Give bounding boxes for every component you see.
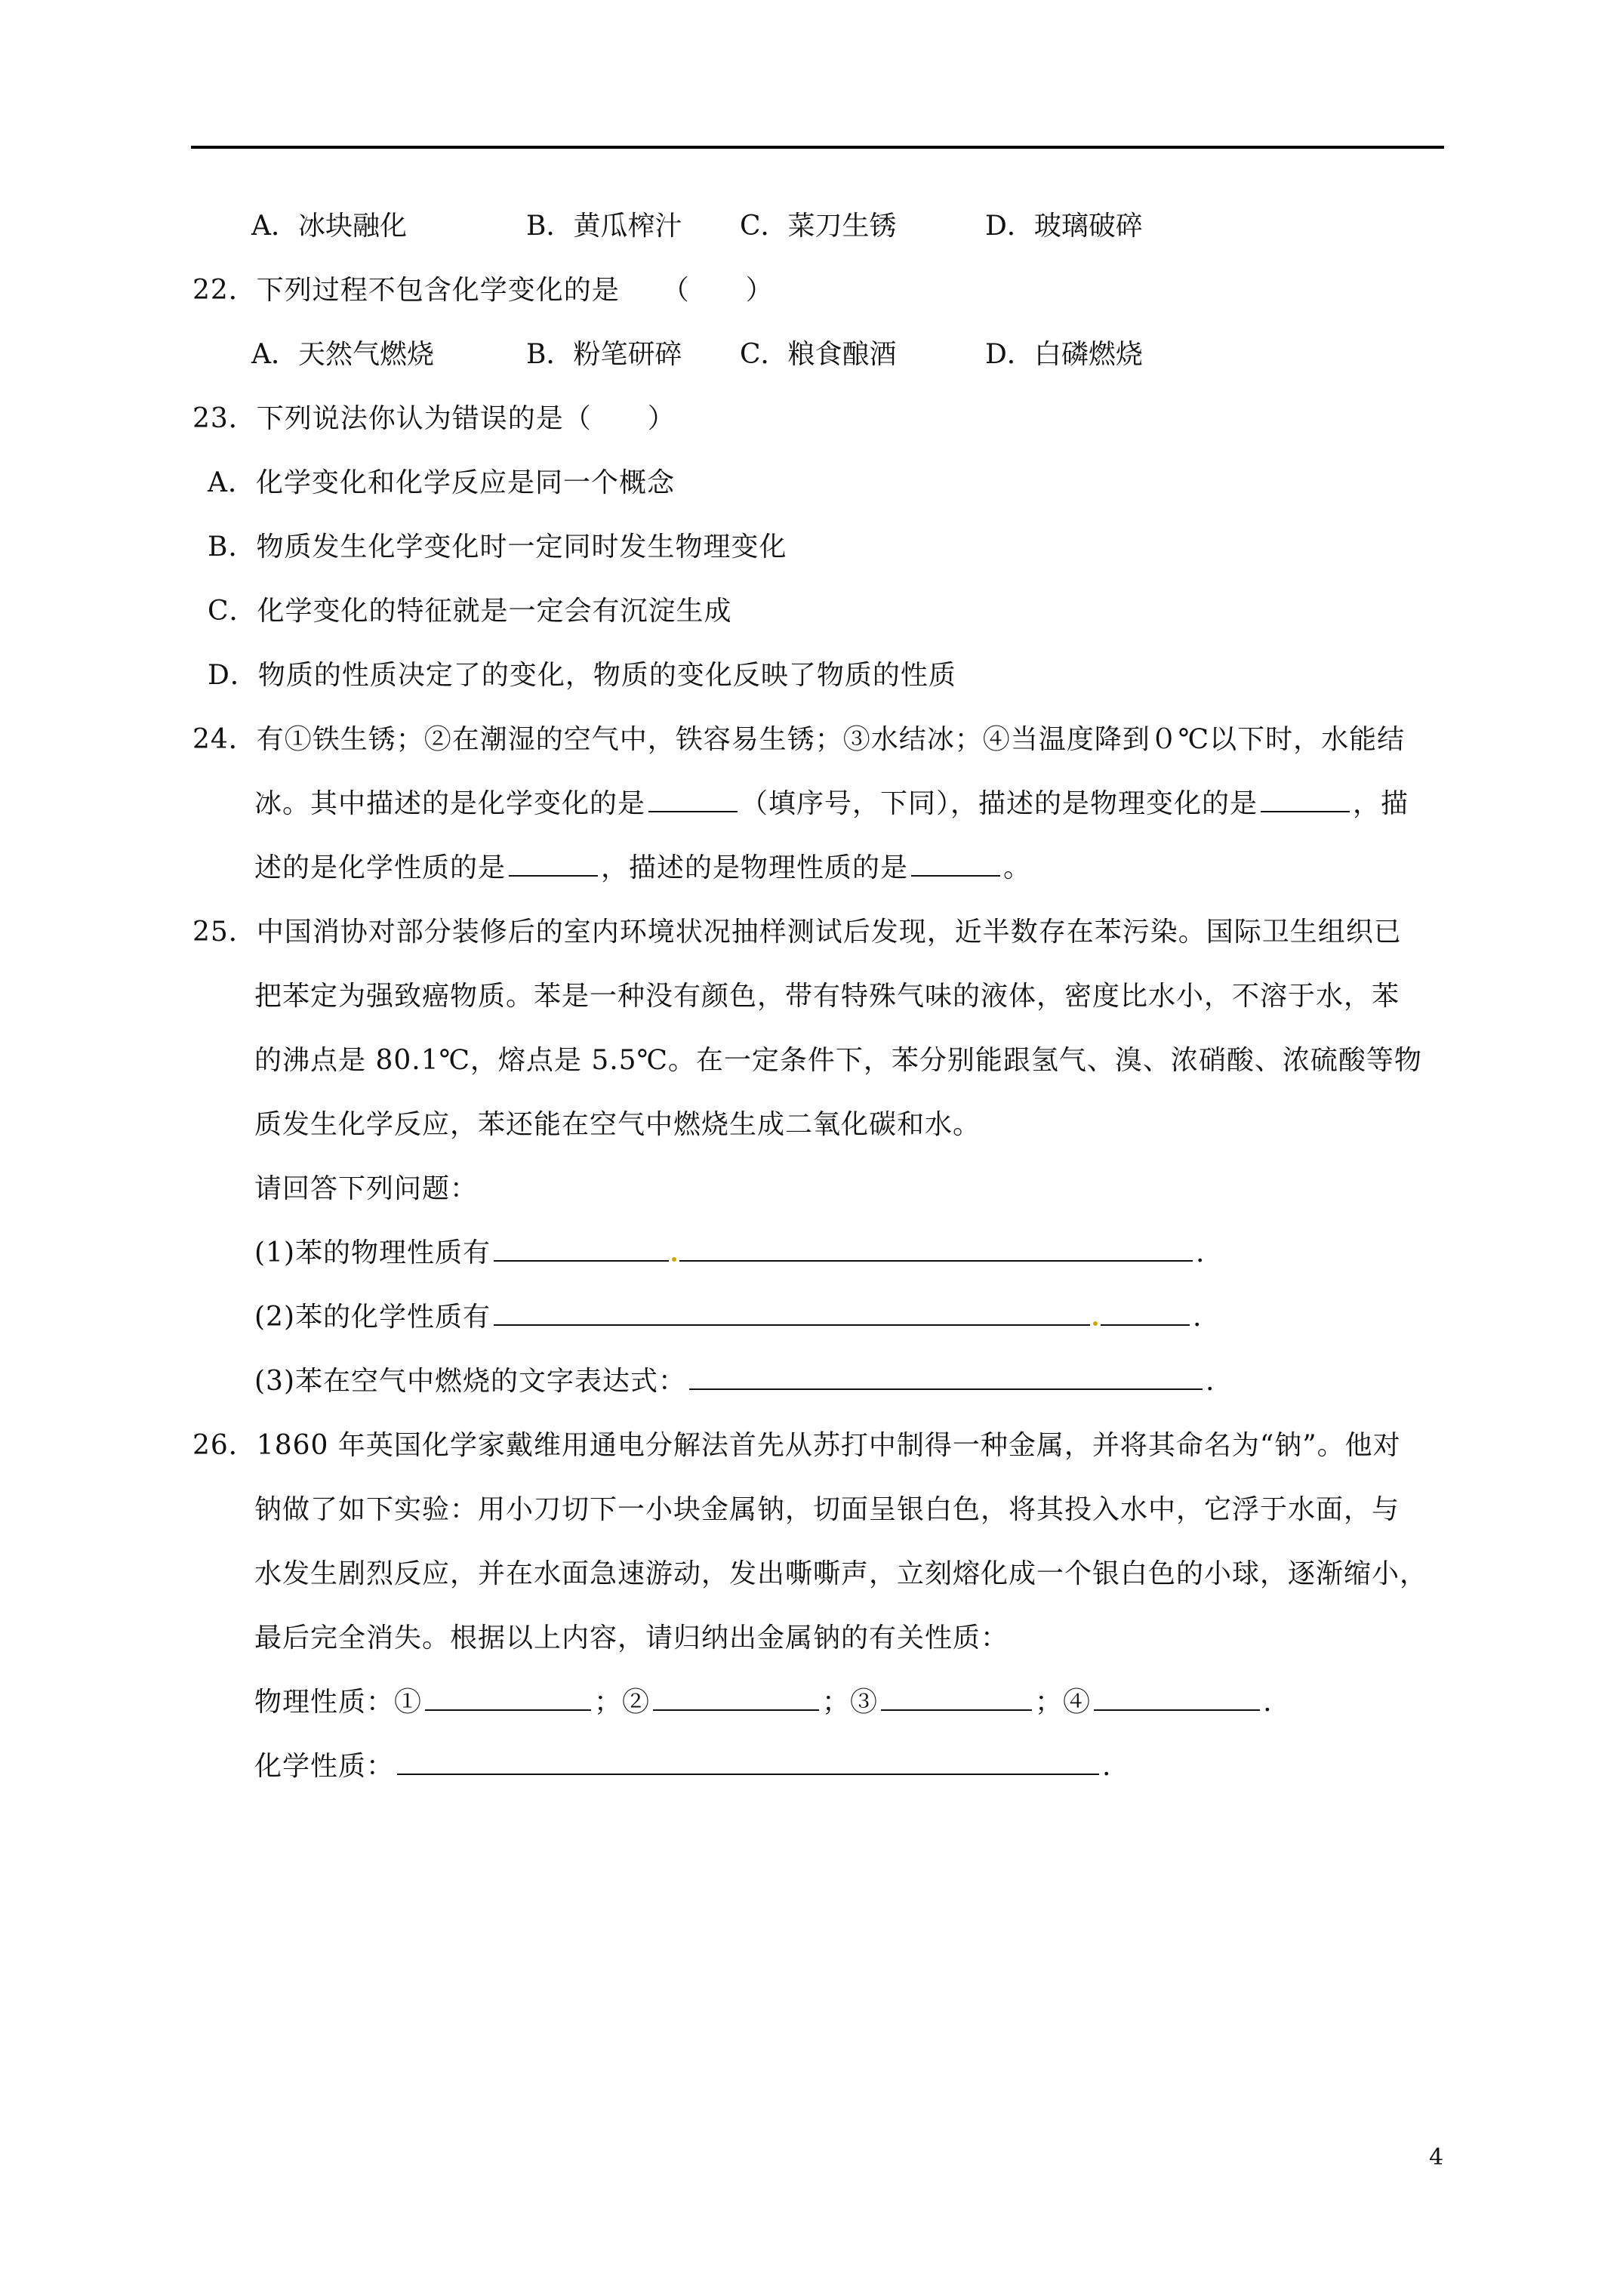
separator: ；③ [822, 1687, 879, 1718]
q25-sub-1 [254, 1237, 1205, 1270]
answer-blank[interactable] [509, 852, 598, 877]
q24-text: 。 [1003, 852, 1032, 883]
q25-line-1: 25．中国消协对部分装修后的室内环境状况抽样测试后发现，近半数存在苯污染。国际卫生组织已 [192, 917, 1402, 948]
period: . [1196, 1237, 1206, 1268]
q26-chemical-properties [254, 1750, 1111, 1783]
q23-option-c: C．化学变化的特征就是一定会有沉淀生成 [208, 596, 732, 627]
period: . [1263, 1687, 1273, 1718]
q22-stem: 22．下列过程不包含化学变化的是 （ ） [192, 275, 774, 306]
q25-line-3: 的沸点是 80.1℃，熔点是 5.5℃。在一定条件下，苯分别能跟氢气、溴、浓硝酸、浓硫酸等物 [254, 1045, 1422, 1076]
answer-blank[interactable] [1094, 1687, 1260, 1711]
answer-blank[interactable] [397, 1751, 1099, 1775]
q21-option-a: A．冰块融化 [251, 211, 407, 242]
q24-line-3 [254, 852, 1031, 885]
q23-option-b: B．物质发生化学变化时一定同时发生物理变化 [208, 532, 787, 562]
q26-physical-properties [254, 1686, 1273, 1719]
q22-option-c: C．粮食酿酒 [740, 339, 897, 370]
q21-option-c: C．菜刀生锈 [740, 211, 897, 242]
q26-line-1: 26．1860 年英国化学家戴维用通电分解法首先从苏打中制得一种金属，并将其命名为“钠”。他对 [192, 1430, 1401, 1461]
q25-line-2: 把苯定为强致癌物质。苯是一种没有颜色，带有特殊气味的液体，密度比水小，不溶于水，苯 [254, 981, 1400, 1012]
q25-sub-3 [254, 1365, 1215, 1398]
q23-option-a: A．化学变化和化学反应是同一个概念 [208, 467, 675, 498]
header-rule [191, 146, 1444, 149]
answer-blank[interactable] [494, 1302, 1090, 1326]
q26-line-3: 水发生剧烈反应，并在水面急速游动，发出嘶嘶声，立刻熔化成一个银白色的小球，逐渐缩小， [254, 1558, 1428, 1589]
answer-blank[interactable] [494, 1237, 669, 1262]
answer-blank[interactable] [648, 788, 738, 812]
q22-option-b: B．粉笔研碎 [526, 339, 682, 370]
q24-text: ，描 [1353, 788, 1409, 819]
mark-dot [672, 1257, 676, 1262]
physical-label: 物理性质：① [254, 1687, 423, 1718]
answer-blank[interactable] [679, 1237, 1193, 1262]
q26-line-4: 最后完全消失。根据以上内容，请归纳出金属钠的有关性质： [254, 1623, 1009, 1653]
q24-text: ，描述的是物理性质的是 [601, 852, 909, 883]
q24-line-1: 24．有①铁生锈；②在潮湿的空气中，铁容易生锈；③水结冰；④当温度降到０℃以下时，水能结 [192, 724, 1406, 755]
q24-text: 述的是化学性质的是 [254, 852, 507, 883]
period: . [1102, 1751, 1112, 1782]
q25-prompt: 请回答下列问题： [254, 1173, 479, 1204]
q21-option-b: B．黄瓜榨汁 [526, 211, 682, 242]
q22-option-a: A．天然气燃烧 [251, 339, 434, 370]
q23-stem: 23．下列说法你认为错误的是（ ） [192, 403, 676, 434]
answer-blank[interactable] [689, 1366, 1203, 1390]
q24-line-2 [254, 787, 1409, 821]
answer-blank[interactable] [1261, 788, 1350, 812]
q25-line-4: 质发生化学反应，苯还能在空气中燃烧生成二氧化碳和水。 [254, 1109, 981, 1140]
answer-blank[interactable] [1101, 1302, 1190, 1326]
mark-dot [1093, 1321, 1098, 1326]
q24-text: （填序号，下同），描述的是物理变化的是 [741, 788, 1258, 819]
q26-line-2: 钠做了如下实验：用小刀切下一小块金属钠，切面呈银白色，将其投入水中，它浮于水面，与 [254, 1494, 1400, 1525]
q23-option-d: D．物质的性质决定了的变化，物质的变化反映了物质的性质 [208, 660, 956, 691]
chemical-label: 化学性质： [254, 1751, 395, 1782]
q21-option-d: D．玻璃破碎 [985, 211, 1143, 242]
period: . [1193, 1302, 1203, 1333]
answer-blank[interactable] [425, 1687, 591, 1711]
period: . [1206, 1366, 1215, 1397]
separator: ；④ [1035, 1687, 1092, 1718]
q25-sub-3-label: (3)苯在空气中燃烧的文字表达式： [254, 1366, 686, 1397]
answer-blank[interactable] [653, 1687, 819, 1711]
q25-sub-2 [254, 1301, 1202, 1334]
q25-sub-2-label: (2)苯的化学性质有 [254, 1302, 491, 1333]
answer-blank[interactable] [911, 852, 1000, 877]
separator: ；② [594, 1687, 651, 1718]
page-number: 4 [1429, 2144, 1444, 2171]
q24-text: 冰。其中描述的是化学变化的是 [254, 788, 646, 819]
q25-sub-1-label: (1)苯的物理性质有 [254, 1237, 491, 1268]
q22-option-d: D．白磷燃烧 [985, 339, 1143, 370]
answer-blank[interactable] [881, 1687, 1032, 1711]
